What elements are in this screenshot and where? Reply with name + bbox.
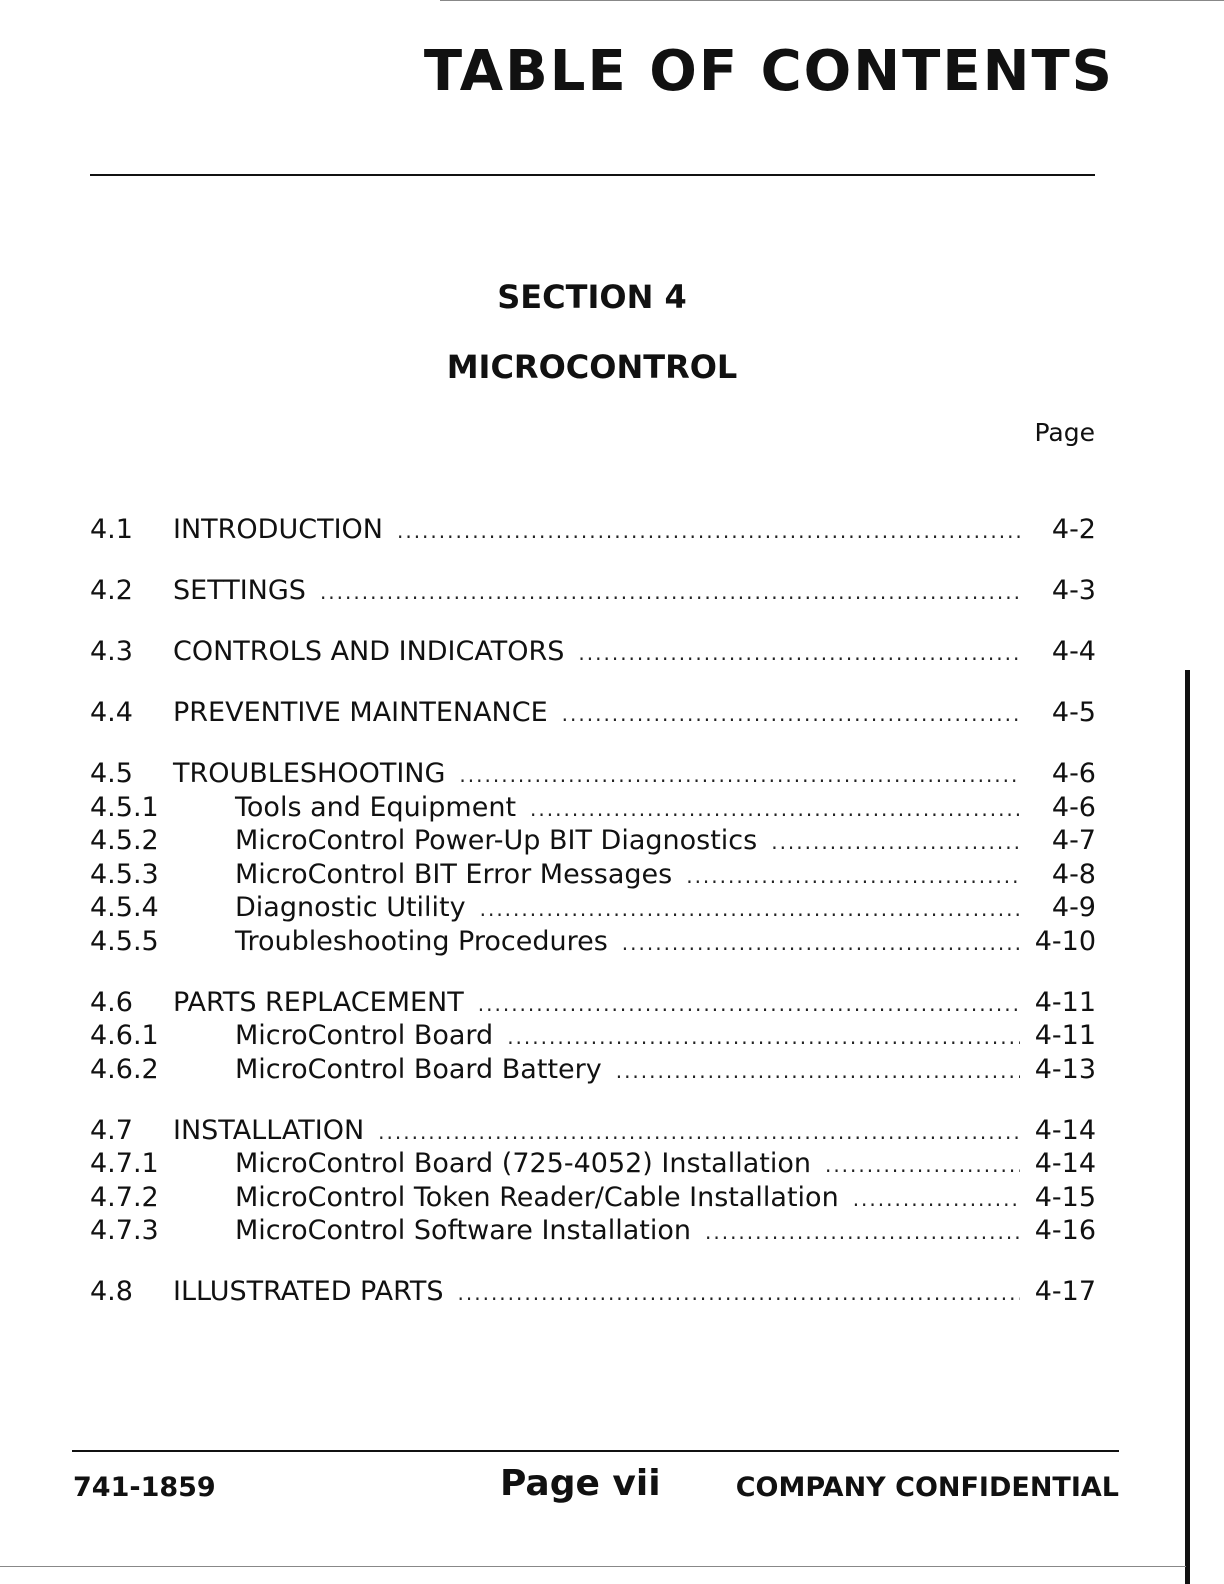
toc-entry[interactable] [90, 1276, 1096, 1310]
toc-entry-number: 4.6 [90, 986, 133, 1018]
toc-subentry[interactable] [90, 792, 1096, 826]
toc-entry-title: MicroControl BIT Error Messages [235, 858, 673, 890]
scan-edge-bottom [0, 1566, 1186, 1567]
toc-entry-page: 4-10 [1034, 925, 1096, 957]
toc-entry-number: 4.5.4 [90, 892, 159, 923]
toc-entry-page: 4-14 [1034, 1148, 1096, 1179]
toc-entry-page: 4-5 [1051, 697, 1096, 728]
toc-entry-page: 4-17 [1034, 1276, 1096, 1307]
toc-list [90, 514, 1096, 1310]
toc-entry-page: 4-11 [1034, 986, 1096, 1018]
dot-leader [459, 763, 1020, 787]
dot-leader [530, 797, 1020, 821]
dot-leader [458, 1281, 1020, 1305]
scan-edge-right [1185, 670, 1190, 1584]
toc-entry-number: 4.6.1 [90, 1020, 159, 1051]
toc-entry-page: 4-11 [1034, 1020, 1096, 1051]
toc-entry-title: SETTINGS [173, 575, 306, 606]
toc-entry-number: 4.1 [90, 514, 133, 545]
toc-entry-page: 4-6 [1051, 758, 1096, 789]
toc-entry-number: 4.4 [90, 697, 133, 728]
toc-entry-title: PREVENTIVE MAINTENANCE [173, 697, 548, 728]
toc-subentry[interactable] [90, 1182, 1096, 1216]
section-number: SECTION 4 [497, 278, 687, 316]
toc-entry-title: Tools and Equipment [235, 791, 517, 823]
toc-entry-number: 4.3 [90, 636, 133, 667]
toc-entry-title: Diagnostic Utility [235, 892, 466, 923]
toc-entry-title: Troubleshooting Procedures [235, 925, 608, 957]
toc-subentry[interactable] [90, 1054, 1096, 1088]
toc-entry-number: 4.7.3 [90, 1215, 159, 1246]
dot-leader [622, 931, 1020, 955]
toc-entry[interactable] [90, 1115, 1096, 1149]
page-column-label: Page [1034, 418, 1095, 447]
toc-subentry[interactable] [90, 1215, 1096, 1249]
toc-entry[interactable] [90, 575, 1096, 609]
toc-entry-number: 4.5.1 [90, 791, 159, 823]
toc-entry-title: MicroControl Board [235, 1020, 494, 1051]
toc-entry-number: 4.5.3 [90, 858, 159, 890]
toc-entry-title: MicroControl Power-Up BIT Diagnostics [235, 825, 758, 856]
toc-subentry[interactable] [90, 825, 1096, 859]
title-divider [90, 174, 1095, 176]
page-number: Page vii [500, 1463, 661, 1504]
toc-entry[interactable] [90, 514, 1096, 548]
toc-subentry[interactable] [90, 892, 1096, 926]
toc-entry-title: MicroControl Board (725-4052) Installation [235, 1148, 811, 1179]
toc-entry-page: 4-9 [1051, 892, 1096, 923]
toc-entry-title: MicroControl Software Installation [235, 1215, 691, 1246]
toc-entry-page: 4-3 [1051, 575, 1096, 606]
section-name: MICROCONTROL [446, 348, 738, 386]
toc-entry-number: 4.8 [90, 1276, 133, 1307]
toc-subentry[interactable] [90, 859, 1096, 893]
toc-entry-title: CONTROLS AND INDICATORS [173, 636, 565, 667]
dot-leader [825, 1153, 1020, 1177]
toc-entry-page: 4-13 [1034, 1053, 1096, 1085]
dot-leader [616, 1059, 1020, 1083]
dot-leader [320, 580, 1020, 604]
toc-entry-number: 4.7.1 [90, 1148, 159, 1179]
confidential-label: COMPANY CONFIDENTIAL [735, 1472, 1119, 1503]
dot-leader [686, 864, 1020, 888]
dot-leader [562, 702, 1020, 726]
toc-subentry[interactable] [90, 1148, 1096, 1182]
toc-entry-page: 4-2 [1051, 514, 1096, 545]
toc-entry-page: 4-16 [1034, 1215, 1096, 1246]
dot-leader [507, 1025, 1020, 1049]
toc-entry[interactable] [90, 697, 1096, 731]
toc-entry[interactable] [90, 758, 1096, 792]
dot-leader [705, 1220, 1020, 1244]
toc-subentry[interactable] [90, 1020, 1096, 1054]
toc-entry-title: MicroControl Token Reader/Cable Installation [235, 1181, 839, 1213]
toc-entry-title: MicroControl Board Battery [235, 1053, 602, 1085]
toc-entry-title: INTRODUCTION [173, 514, 383, 545]
dot-leader [478, 992, 1020, 1016]
toc-entry-page: 4-8 [1051, 858, 1096, 890]
document-number: 741-1859 [73, 1472, 216, 1503]
dot-leader [853, 1187, 1020, 1211]
dot-leader [397, 519, 1020, 543]
toc-entry-page: 4-6 [1051, 791, 1096, 823]
toc-entry-number: 4.5.5 [90, 925, 159, 957]
toc-entry[interactable] [90, 636, 1096, 670]
page-title: TABLE OF CONTENTS [423, 39, 1114, 104]
scan-edge-top [440, 0, 1224, 1]
dot-leader [378, 1120, 1020, 1144]
toc-entry-number: 4.7 [90, 1114, 133, 1146]
toc-entry[interactable] [90, 987, 1096, 1021]
dot-leader [771, 830, 1020, 854]
dot-leader [480, 897, 1020, 921]
toc-entry-page: 4-4 [1051, 636, 1096, 667]
toc-entry-page: 4-14 [1034, 1114, 1096, 1146]
toc-entry-page: 4-7 [1051, 825, 1096, 856]
toc-entry-number: 4.6.2 [90, 1053, 159, 1085]
toc-entry-title: INSTALLATION [173, 1114, 365, 1146]
toc-entry-number: 4.2 [90, 575, 133, 606]
toc-entry-title: ILLUSTRATED PARTS [173, 1276, 444, 1307]
toc-entry-number: 4.7.2 [90, 1181, 159, 1213]
toc-entry-number: 4.5 [90, 758, 133, 789]
toc-entry-number: 4.5.2 [90, 825, 159, 856]
toc-entry-title: PARTS REPLACEMENT [173, 986, 464, 1018]
dot-leader [578, 641, 1020, 665]
toc-subentry[interactable] [90, 926, 1096, 960]
footer-divider [72, 1450, 1119, 1452]
toc-entry-title: TROUBLESHOOTING [173, 758, 446, 789]
toc-entry-page: 4-15 [1034, 1181, 1096, 1213]
